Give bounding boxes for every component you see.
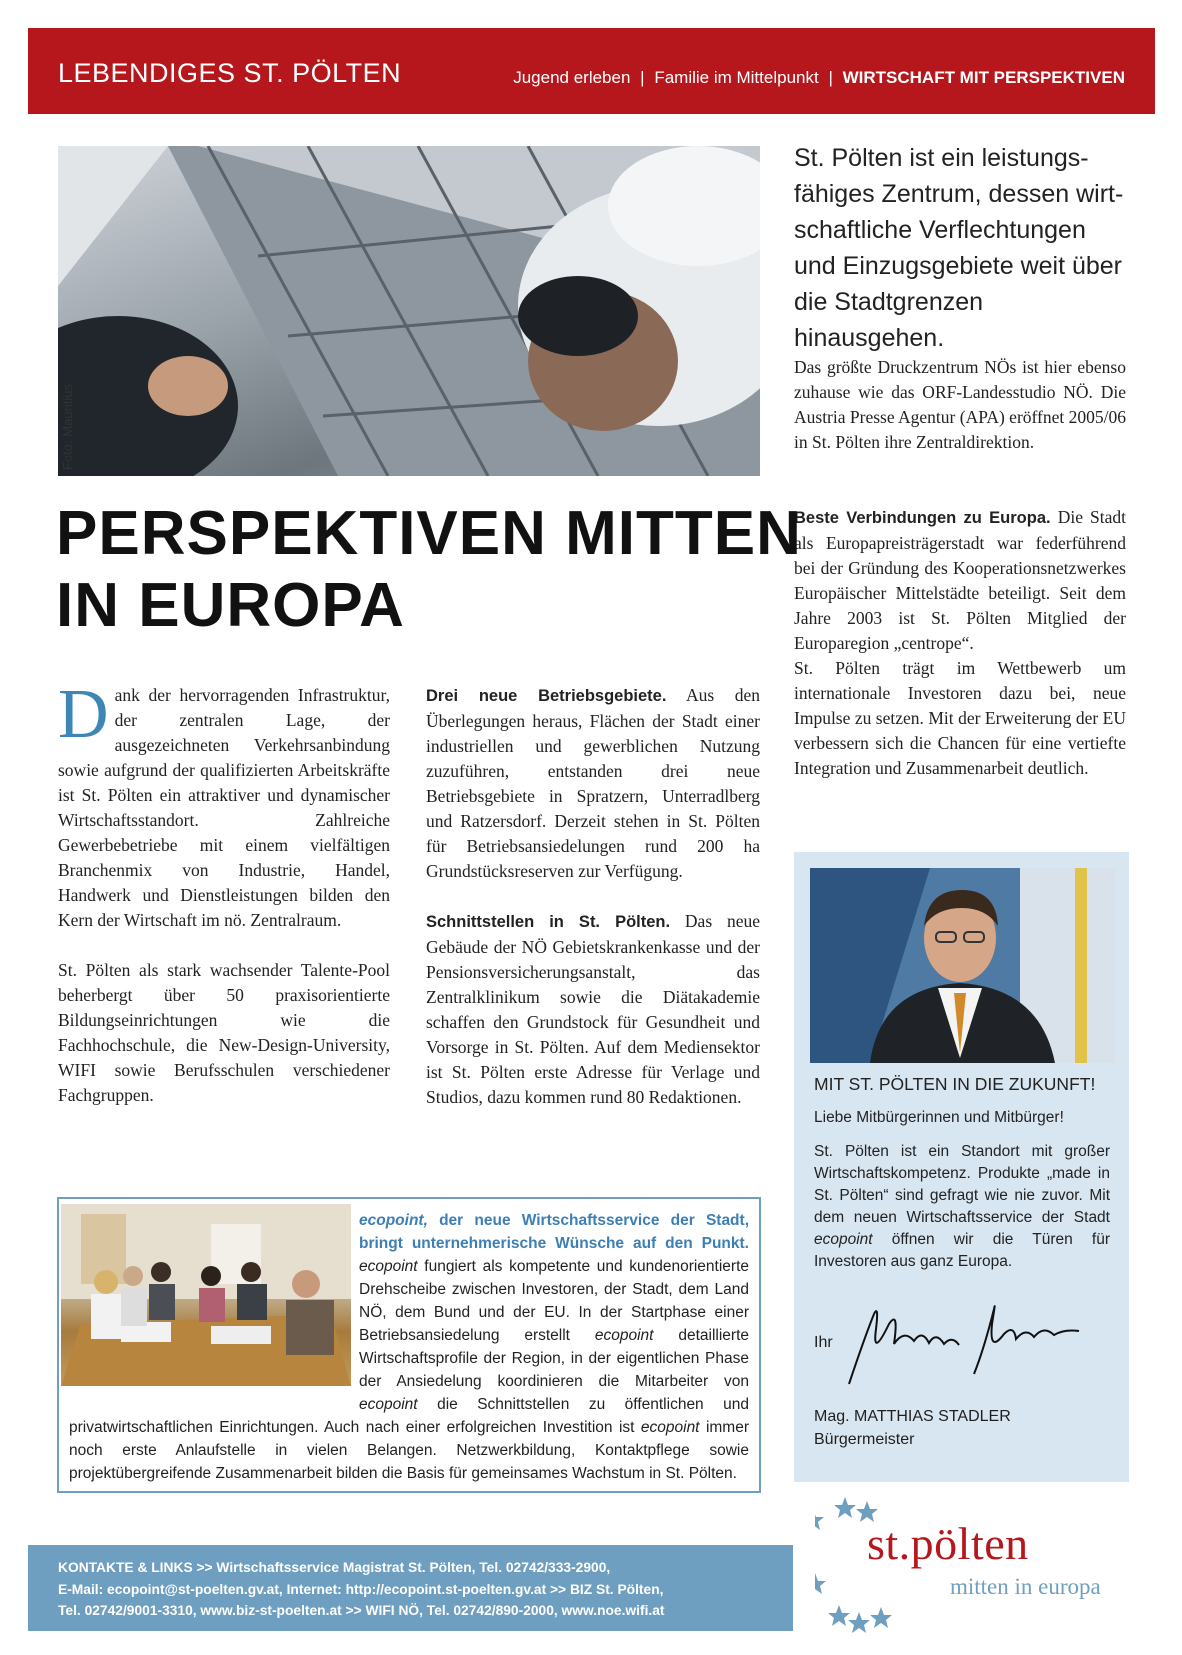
nav-separator: | — [640, 68, 645, 87]
ecopoint-lead-brand: ecopoint, — [359, 1212, 428, 1229]
section-brand: LEBENDIGES ST. PÖLTEN — [58, 58, 402, 88]
body-infrastruktur: ank der hervorragenden Infrastruktur, der zentralen Lage, der ausgezeichneten Verkehrsanbindung sowie aufgrund der qualifizierten Arbeitskräfte ist St. Pölten ein attraktiver und dynamischer Wirtschaftsstandort. Zahlreiche Gewerbebetriebe mit einem vielfältigen Branchenmix von Industrie, Handel, Handwerk und Dienstleistungen bilden den Kern der Wirtschaft im nö. Zentralraum. — [58, 685, 390, 930]
body-schnittstellen: Das neue Gebäude der NÖ Gebietskrankenkasse und der Pensionsversicherungsanstalt, das Zentralklinikum sowie die Diätakademie schaffen den Grundstock für Gesundheit und Vorsorge in St. Pölten. Auf dem Mediensektor ist St. Pölten erste Adresse für Verlage und Studios, dazu kommen rund 80 Redaktionen. — [426, 911, 761, 1107]
article-column-2 — [426, 683, 760, 1135]
signature-image — [844, 1299, 1084, 1389]
section-nav — [513, 68, 1125, 88]
ecopoint-text-4: immer noch erste Anlaufstelle in vielen Belangen. Netzwerkbildung, Kontaktpflege sowie projektübergreifende Zusammenarbeit bilden die Basis für gemeinsames Wachstum in St. Pölten. — [69, 1419, 749, 1482]
paragraph-schnittstellen — [426, 909, 760, 1110]
title-line-2: IN EUROPA — [56, 571, 405, 640]
logo-tagline: mitten in europa — [950, 1574, 1101, 1599]
ecopoint-brand: ecopoint — [594, 1327, 654, 1344]
mayor-greeting: Liebe Mitbürgerinnen und Mitbürger! — [814, 1109, 1064, 1126]
ecopoint-text — [69, 1209, 749, 1485]
footer-line-1: KONTAKTE & LINKS >> Wirtschaftsservice Magistrat St. Pölten, Tel. 02742/333-2900, — [58, 1560, 611, 1575]
article-column-1 — [58, 676, 390, 1133]
subhead-verbindungen: Beste Verbindungen zu Europa. — [794, 509, 1051, 527]
mayor-box-title: MIT ST. PÖLTEN IN DIE ZUKUNFT! — [814, 1074, 1096, 1094]
subhead-betriebsgebiete: Drei neue Betriebsgebiete. — [426, 687, 667, 705]
mayor-letter — [814, 1107, 1110, 1285]
ecopoint-box — [57, 1197, 761, 1493]
ecopoint-brand: ecopoint — [359, 1258, 418, 1275]
hero-photo-illustration — [58, 146, 760, 476]
paragraph-betriebsgebiete — [426, 683, 760, 884]
city-logo — [815, 1495, 1145, 1635]
header-bar — [28, 28, 1155, 114]
body-betriebsgebiete: Aus den Überlegungen heraus, Flächen der Stadt einer industriellen und gewerblichen Nutzung zuzuführen, entstanden drei neue Betriebsgebiete in Spratzern, Unterradlberg und Ratzersdorf. Derzeit stehen in St. Pölten für Betriebsansiedelungen rund 200 ha Grundstücksreserven zur Verfügung. — [426, 685, 761, 881]
mayor-signature-block — [814, 1405, 1011, 1451]
ecopoint-text-2: detaillierte Wirtschaftsprofile der Region, in der eigentlichen Phase der Ansiedelung koordinieren die Mitarbeiter von — [359, 1327, 749, 1390]
ecopoint-brand: ecopoint — [359, 1396, 418, 1413]
ecopoint-text-3: die Schnittstellen zu öffentlichen und privatwirtschaftlichen Einrichtungen. Auch nach einer erfolgreichen Investition ist — [69, 1396, 749, 1436]
mayor-text-1: St. Pölten ist ein Standort mit großer Wirtschaftskompetenz. — [814, 1143, 1110, 1182]
nav-item-wirtschaft: WIRTSCHAFT MIT PERSPEKTIVEN — [842, 68, 1125, 87]
nav-separator: | — [828, 68, 833, 87]
mayor-portrait-illustration — [810, 868, 1115, 1063]
paragraph-talente-pool: St. Pölten als stark wachsender Talente-Pool beherbergt über 50 praxisorientierte Bildungseinrichtungen wie die Fachhochschule, die New-Design-University, WIFI sowie Berufsschulen verschiedener Fachgruppen. — [58, 960, 390, 1105]
paragraph-druckzentrum: Das größte Druckzentrum NÖs ist hier ebenso zuhause wie das ORF-Landesstudio NÖ. Die Austria Presse Agentur (APA) eröffnet 2005/06 in St. Pölten ihre Zentraldirektion. — [794, 357, 1126, 452]
right-column-top — [794, 355, 1126, 480]
mayor-box — [794, 852, 1129, 1482]
photo-credit: Foto: Mauritius — [60, 384, 75, 470]
paragraph-infrastruktur — [58, 676, 390, 933]
mayor-portrait — [810, 868, 1115, 1063]
subhead-schnittstellen: Schnittstellen in St. Pölten. — [426, 913, 671, 931]
body-verbindungen: Die Stadt als Europapreisträgerstadt war federführend bei der Gründung des Kooperationsnetzwerkes Europäischer Mittelstädte beteiligt. Seit dem Jahre 2003 ist St. Pölten Mitglied der Europaregion „centrope“. — [794, 507, 1127, 653]
ecopoint-lead-text: der neue Wirtschaftsservice der Stadt, bringt unternehmerische Wünsche auf den Punkt. — [359, 1212, 749, 1252]
mayor-text-2: Produkte „made in St. Pölten“ sind gefragt wie nie zuvor. Mit dem neuen Wirtschaftsservice der Stadt — [814, 1165, 1110, 1226]
ecopoint-text-1: fungiert als kompetente und kundenorientierte Drehscheibe zwischen Investoren, der Stadt, dem Land NÖ, dem Bund und der EU. In der Startphase einer Betriebsansiedelung erstellt — [359, 1258, 750, 1344]
mayor-text-3: öffnen wir die Türen für Investoren aus ganz Europa. — [814, 1231, 1111, 1270]
drop-cap: D — [58, 676, 109, 753]
ecopoint-lead — [359, 1212, 749, 1252]
title-line-1: PERSPEKTIVEN MITTEN — [56, 499, 802, 568]
right-column-bottom — [794, 505, 1126, 781]
footer-line-2: E-Mail: ecopoint@st-poelten.gv.at, Internet: http://ecopoint.st-poelten.gv.at >> BIZ St. Pölten, — [58, 1581, 664, 1597]
mayor-ecopoint: ecopoint — [814, 1231, 873, 1248]
mayor-letter-body — [814, 1141, 1110, 1273]
intro-lead: St. Pölten ist ein leistungs-fähiges Zentrum, dessen wirt-schaftliche Verflechtungen und Einzugsgebiete weit über die Stadtgrenzen hinausgehen. — [794, 144, 1124, 352]
page-title — [56, 498, 802, 642]
closing-ihr: Ihr — [814, 1334, 833, 1351]
mayor-role: Bürgermeister — [814, 1431, 915, 1448]
nav-item-jugend: Jugend erleben — [513, 68, 631, 87]
paragraph-verbindungen — [794, 505, 1126, 656]
mayor-name: Mag. MATTHIAS STADLER — [814, 1408, 1011, 1425]
photo-float-spacer — [69, 1209, 359, 1405]
footer-line-3: Tel. 02742/9001-3310, www.biz-st-poelten.at >> WIFI NÖ, Tel. 02742/890-2000, www.noe.wifi.at — [58, 1603, 665, 1618]
hero-photo — [58, 146, 760, 476]
logo-wordmark: st.pölten — [867, 1518, 1029, 1569]
nav-item-familie: Familie im Mittelpunkt — [654, 68, 819, 87]
footer-contacts — [28, 1545, 793, 1631]
paragraph-wettbewerb: St. Pölten trägt im Wettbewerb um internationale Investoren dazu bei, neue Impulse zu setzen. Mit der Erweiterung der EU verbessern sich die Chancen für eine vertiefte Integration und Zusammenarbeit deutlich. — [794, 658, 1126, 778]
ecopoint-brand: ecopoint — [640, 1419, 700, 1436]
